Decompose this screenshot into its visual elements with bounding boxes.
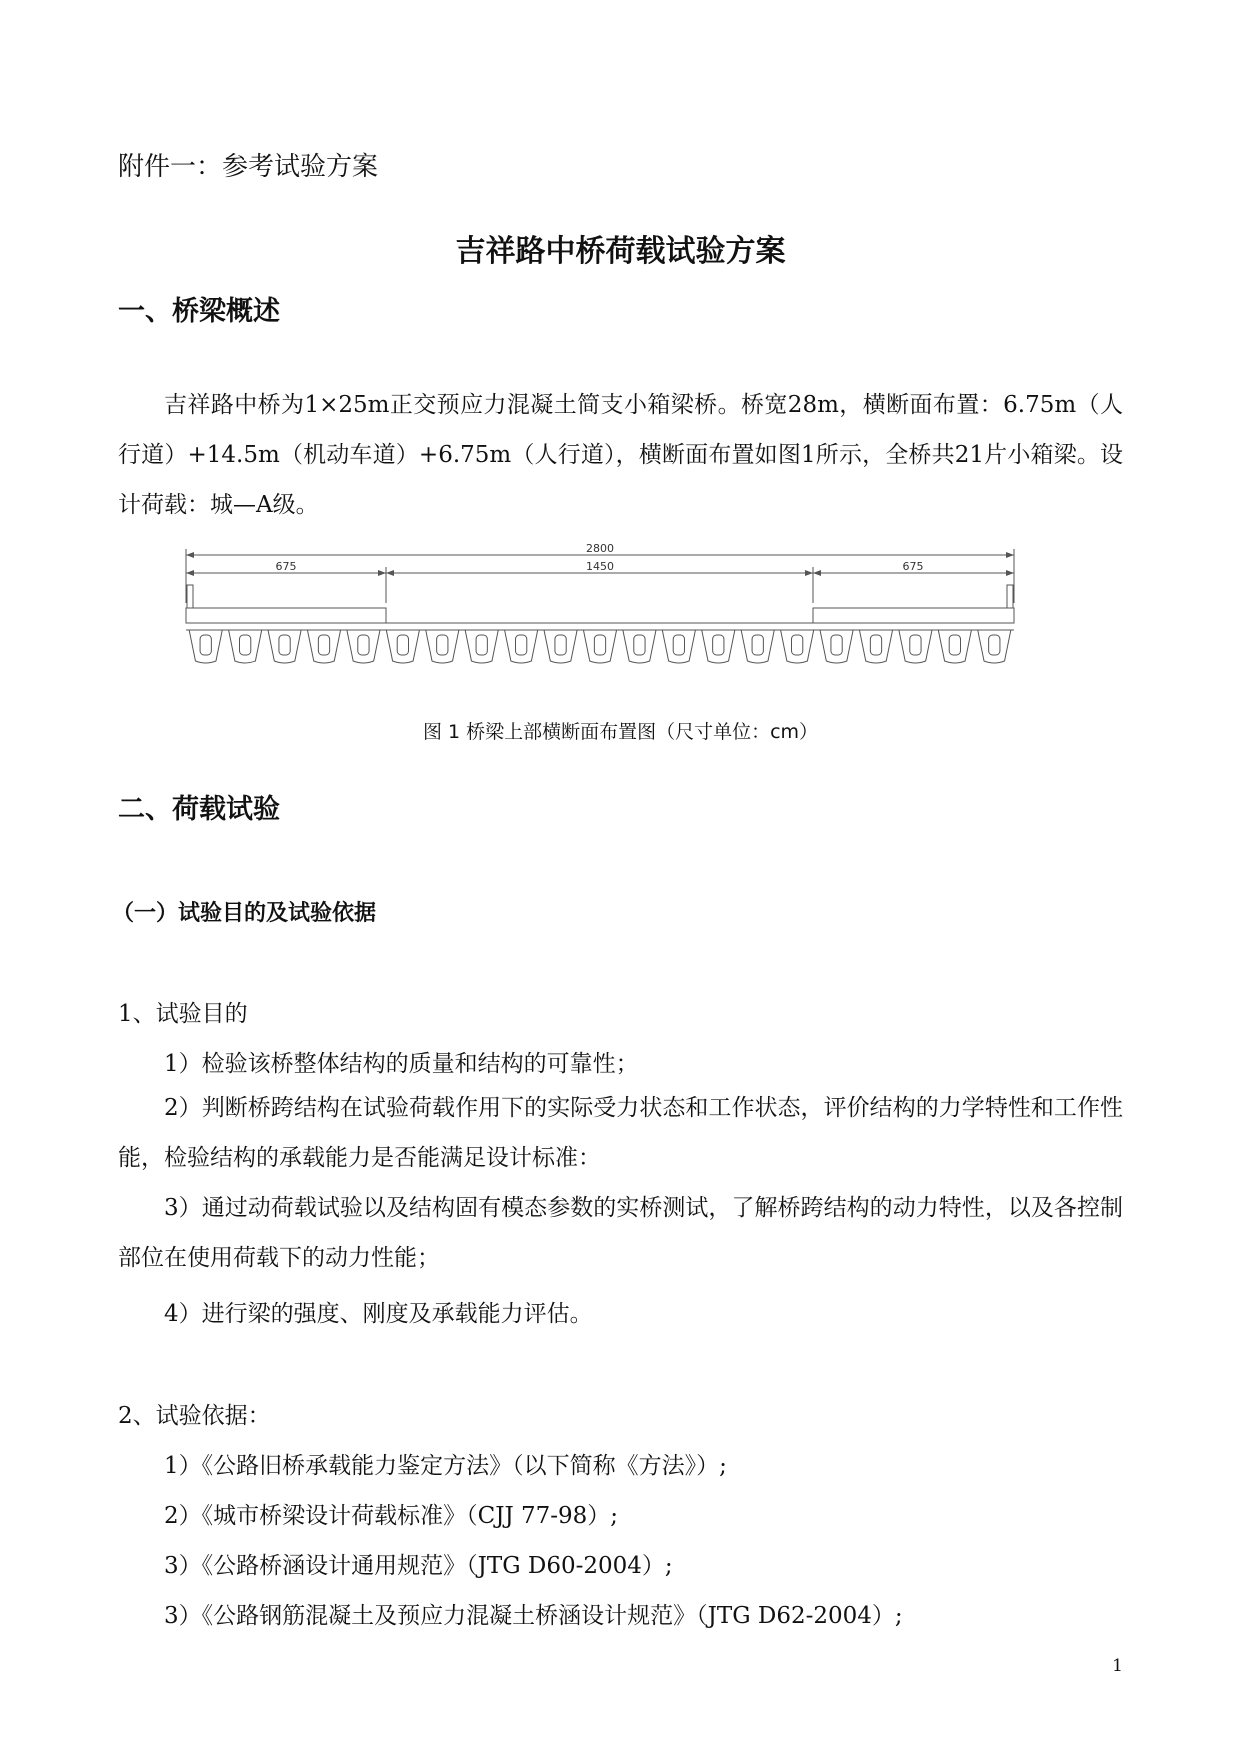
basis-item-2: 2）《城市桥梁设计荷载标准》（CJJ 77-98）; <box>164 1503 619 1529</box>
section-1-heading: 一、桥梁概述 <box>118 296 280 327</box>
box-girder-cell <box>397 635 408 655</box>
dim-middle-label: 1450 <box>586 560 614 573</box>
box-girder-cell <box>949 635 960 655</box>
box-girder-cell <box>318 635 329 655</box>
basis-heading: 2、试验依据： <box>118 1403 271 1429</box>
basis-item-4: 3）《公路钢筋混凝土及预应力混凝土桥涵设计规范》（JTG D62-2004）; <box>164 1603 903 1629</box>
purpose-heading: 1、试验目的 <box>118 1001 248 1027</box>
box-girder-cell <box>752 635 763 655</box>
box-girder-cell <box>240 635 251 655</box>
subsection-1-heading: （一）试验目的及试验依据 <box>112 901 377 926</box>
box-girder-cell <box>555 635 566 655</box>
box-girder-cell <box>673 635 684 655</box>
box-girder-cell <box>437 635 448 655</box>
box-girder-cell <box>476 635 487 655</box>
box-girder-cell <box>989 635 1000 655</box>
purpose-item-2: 2）判断桥跨结构在试验荷载作用下的实际受力状态和工作状态，评价结构的力学特性和工作性能，检验结构的承载能力是否能满足设计标准： <box>118 1095 1123 1171</box>
left-railing <box>187 585 193 608</box>
basis-item-3: 3）《公路桥涵设计通用规范》（JTG D60-2004）; <box>164 1553 673 1579</box>
box-girder-cell <box>831 635 842 655</box>
box-girder-cell <box>516 635 527 655</box>
dim-left-label: 675 <box>275 560 297 573</box>
dim-right-label: 675 <box>902 560 924 573</box>
box-girder-cell <box>358 635 369 655</box>
purpose-item-3: 3）通过动荷载试验以及结构固有模态参数的实桥测试，了解桥跨结构的动力特性，以及各控制部位在使用荷载下的动力性能； <box>118 1195 1123 1271</box>
box-girder-cell <box>870 635 881 655</box>
box-girder-cell <box>594 635 605 655</box>
dim-total-label: 2800 <box>586 543 614 555</box>
document-title: 吉祥路中桥荷载试验方案 <box>455 234 786 269</box>
section-2-heading: 二、荷载试验 <box>118 794 280 825</box>
box-girder-cell <box>200 635 211 655</box>
box-girder-cell <box>634 635 645 655</box>
annex-title: 附件一：参考试验方案 <box>118 152 379 182</box>
left-sidewalk <box>186 608 386 623</box>
basis-item-1: 1）《公路旧桥承载能力鉴定方法》（以下简称《方法》）; <box>164 1453 727 1479</box>
page-number: 1 <box>1112 1656 1123 1676</box>
box-girder-cell <box>910 635 921 655</box>
figure-caption: 图 1 桥梁上部横断面布置图（尺寸单位：cm） <box>422 721 819 743</box>
box-girder-cell <box>713 635 724 655</box>
right-railing <box>1007 585 1013 608</box>
purpose-item-1: 1）检验该桥整体结构的质量和结构的可靠性； <box>164 1051 639 1077</box>
box-girders <box>189 630 1011 663</box>
bridge-overview-paragraph: 吉祥路中桥为1×25m正交预应力混凝土简支小箱梁桥。桥宽28m，横断面布置：6.75m（人行道）+14.5m（机动车道）+6.75m（人行道），横断面布置如图1所示，全桥共21片小箱梁。设计荷载：城—A级。 <box>118 392 1123 518</box>
purpose-item-4: 4）进行梁的强度、刚度及承载能力评估。 <box>164 1301 593 1327</box>
cross-section-figure <box>180 543 1020 666</box>
box-girder-cell <box>792 635 803 655</box>
right-sidewalk <box>813 608 1014 623</box>
box-girder-cell <box>279 635 290 655</box>
